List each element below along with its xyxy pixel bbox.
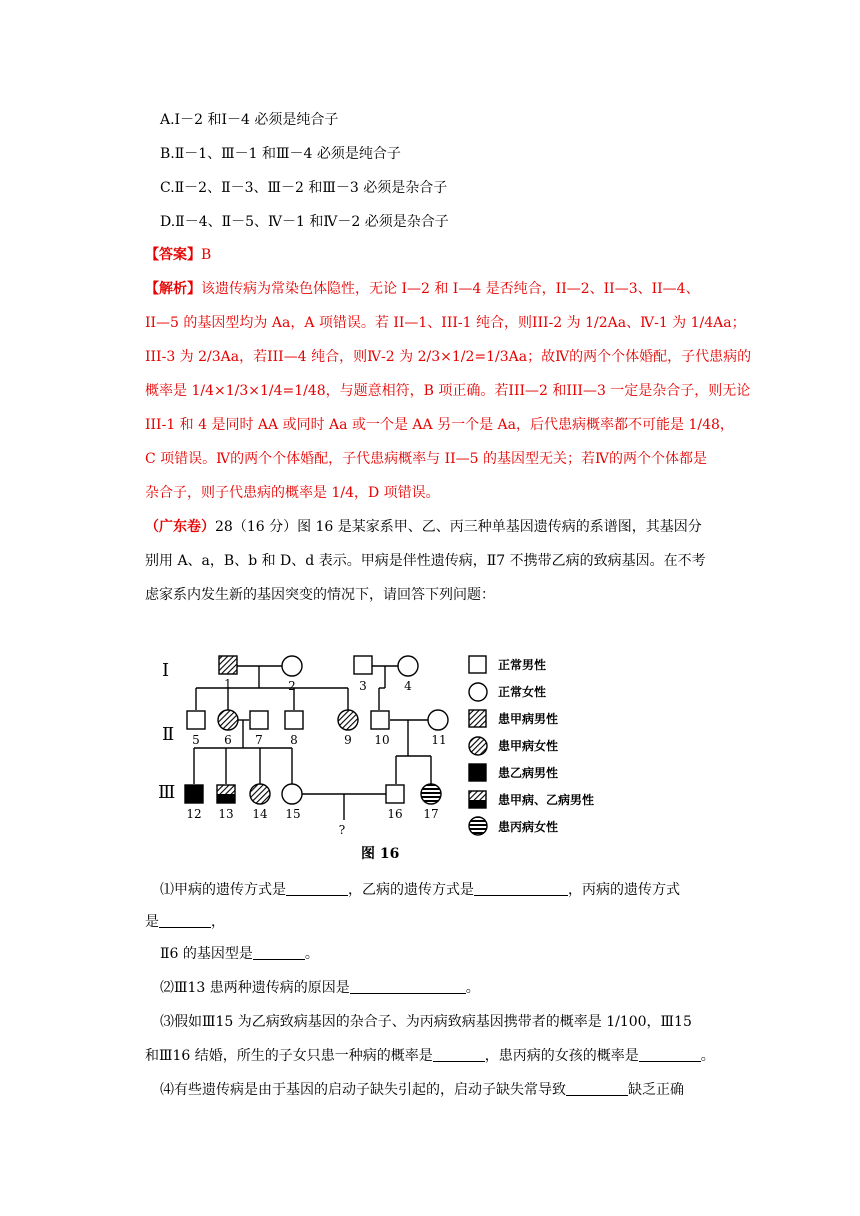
label-4: 4 — [404, 679, 412, 693]
individual-16 — [386, 785, 404, 803]
individual-14 — [250, 784, 270, 804]
label-2: 2 — [288, 679, 296, 693]
individual-7 — [250, 711, 268, 729]
gen-label-i: Ⅰ — [162, 660, 170, 681]
individual-13 — [217, 785, 235, 803]
question-1-line-2: 是 ， — [145, 914, 225, 930]
gen-label-iii: Ⅲ — [158, 782, 176, 803]
label-5: 5 — [192, 733, 200, 747]
individual-6 — [218, 710, 238, 730]
label-14: 14 — [252, 807, 268, 821]
label-7: 7 — [255, 733, 263, 747]
question-intro-2: 别用 A、a，B、b 和 D、d 表示。甲病是伴性遗传病，Ⅱ7 不携带乙病的致病基因。在不考 — [145, 553, 706, 569]
label-3: 3 — [359, 679, 367, 693]
legend-symbol-jia-female — [469, 737, 487, 755]
question-1-line-3: Ⅱ6 的基因型是 。 — [160, 946, 319, 962]
question-3-line-2: 和Ⅲ16 结婚，所生的子女只患一种病的概率是 ，患丙病的女孩的概率是 。 — [145, 1048, 715, 1064]
analysis-line-7: 杂合子，则子代患病的概率是 1/4，D 项错误。 — [145, 485, 440, 501]
answer-blank-5[interactable] — [350, 979, 466, 994]
individual-10 — [371, 711, 389, 729]
legend-label-yi-male: 患乙病男性 — [498, 766, 559, 780]
label-10: 10 — [374, 733, 390, 747]
analysis-line-6: C 项错误。Ⅳ的两个个体婚配，子代患病概率与 II—5 的基因型无关；若Ⅳ的两个个体都是 — [145, 451, 708, 467]
legend-label-jia-male: 患甲病男性 — [498, 712, 559, 726]
individual-4 — [398, 656, 418, 676]
answer-line — [145, 245, 211, 265]
answer-blank-8[interactable] — [566, 1081, 628, 1096]
question-1-line-1: ⑴甲病的遗传方式是 ，乙病的遗传方式是 ，丙病的遗传方式 — [160, 882, 680, 898]
label-8: 8 — [290, 733, 298, 747]
answer-blank-7[interactable] — [639, 1047, 701, 1062]
answer-value: B — [201, 247, 212, 263]
analysis-line-4: 概率是 1/4×1/3×1/4=1/48，与题意相符，B 项正确。若III—2 和III—3 一定是杂合子，则无论 — [145, 383, 751, 399]
label-12: 12 — [186, 807, 202, 821]
option-c: C.Ⅱ－2、Ⅱ－3、Ⅲ－2 和Ⅲ－3 必须是杂合子 — [160, 180, 448, 196]
analysis-label: 【解析】 — [145, 281, 201, 297]
option-b: B.Ⅱ－1、Ⅲ－1 和Ⅲ－4 必须是纯合子 — [160, 146, 401, 162]
individual-15 — [282, 784, 302, 804]
legend-symbol-yi-male — [469, 764, 486, 781]
legend-label-normal-female: 正常女性 — [498, 685, 547, 699]
question-source: （广东卷） — [145, 519, 215, 535]
legend-symbol-jia-yi-male — [469, 791, 486, 808]
individual-8 — [285, 711, 303, 729]
answer-blank-6[interactable] — [433, 1047, 485, 1062]
legend-label-normal-male: 正常男性 — [498, 658, 547, 672]
label-13: 13 — [218, 807, 234, 821]
legend-label-jia-female: 患甲病女性 — [498, 739, 559, 753]
legend-label-jia-yi-male: 患甲病、乙病男性 — [498, 793, 595, 807]
label-11: 11 — [431, 733, 447, 747]
label-9: 9 — [344, 733, 352, 747]
analysis-line-1: 【解析】该遗传病为常染色体隐性，无论 I—2 和 I—4 是否纯合，II—2、II—3、II—4、 — [145, 281, 700, 297]
analysis-line-5: III-1 和 4 是同时 AA 或同时 Aa 或一个是 AA 另一个是 Aa，后代患病概率都不可能是 1/48， — [145, 417, 734, 433]
individual-1 — [219, 656, 237, 674]
legend-symbol-jia-male — [469, 710, 486, 727]
individual-17 — [421, 784, 441, 804]
question-4-line: ⑷有些遗传病是由于基因的启动子缺失引起的，启动子缺失常导致 缺乏正确 — [160, 1082, 684, 1098]
individual-12 — [185, 785, 203, 803]
legend-symbol-normal-male — [469, 656, 486, 673]
legend-symbol-bing-female — [469, 817, 487, 835]
pedigree-figure — [156, 648, 626, 866]
individual-3 — [354, 656, 372, 674]
label-1: 1 — [224, 677, 232, 691]
individual-9 — [338, 710, 358, 730]
label-6: 6 — [224, 733, 232, 747]
label-16: 16 — [387, 807, 403, 821]
gen-label-ii: Ⅱ — [162, 724, 175, 745]
analysis-line-2: II—5 的基因型均为 Aa，A 项错误。若 II—1、III-1 纯合，则III-2 为 1/2Aa、Ⅳ-1 为 1/4Aa； — [145, 315, 746, 331]
label-17: 17 — [423, 807, 439, 821]
answer-blank-1[interactable] — [286, 881, 348, 896]
individual-5 — [187, 711, 205, 729]
option-d: D.Ⅱ－4、Ⅱ－5、Ⅳ－1 和Ⅳ－2 必须是杂合子 — [160, 214, 449, 230]
individual-11 — [428, 710, 448, 730]
figure-caption: 图 16 — [361, 846, 400, 862]
question-3-line-1: ⑶假如Ⅲ15 为乙病致病基因的杂合子、为丙病致病基因携带者的概率是 1/100，Ⅲ15 — [160, 1014, 692, 1030]
question-intro-1: （广东卷）28（16 分）图 16 是某家系甲、乙、丙三种单基因遗传病的系谱图，其基因分 — [145, 519, 702, 535]
individual-2 — [282, 656, 302, 676]
question-2-line: ⑵Ⅲ13 患两种遗传病的原因是 。 — [160, 980, 480, 996]
question-intro-3: 虑家系内发生新的基因突变的情况下，请回答下列问题： — [145, 587, 495, 603]
legend — [469, 656, 594, 835]
answer-blank-2[interactable] — [474, 881, 568, 896]
answer-label: 【答案】 — [145, 247, 201, 263]
option-a: A.Ⅰ－2 和Ⅰ－4 必须是纯合子 — [160, 112, 339, 128]
legend-symbol-normal-female — [469, 683, 487, 701]
label-15: 15 — [285, 807, 301, 821]
analysis-line-3: III-3 为 2/3Aa，若III—4 纯合，则Ⅳ-2 为 2/3×1/2=1/3Aa；故Ⅳ的两个个体婚配，子代患病的 — [145, 349, 752, 365]
legend-label-bing-female: 患丙病女性 — [498, 820, 559, 834]
answer-blank-3[interactable] — [159, 913, 211, 928]
answer-blank-4[interactable] — [253, 945, 305, 960]
unknown-child-mark: ? — [338, 823, 346, 837]
